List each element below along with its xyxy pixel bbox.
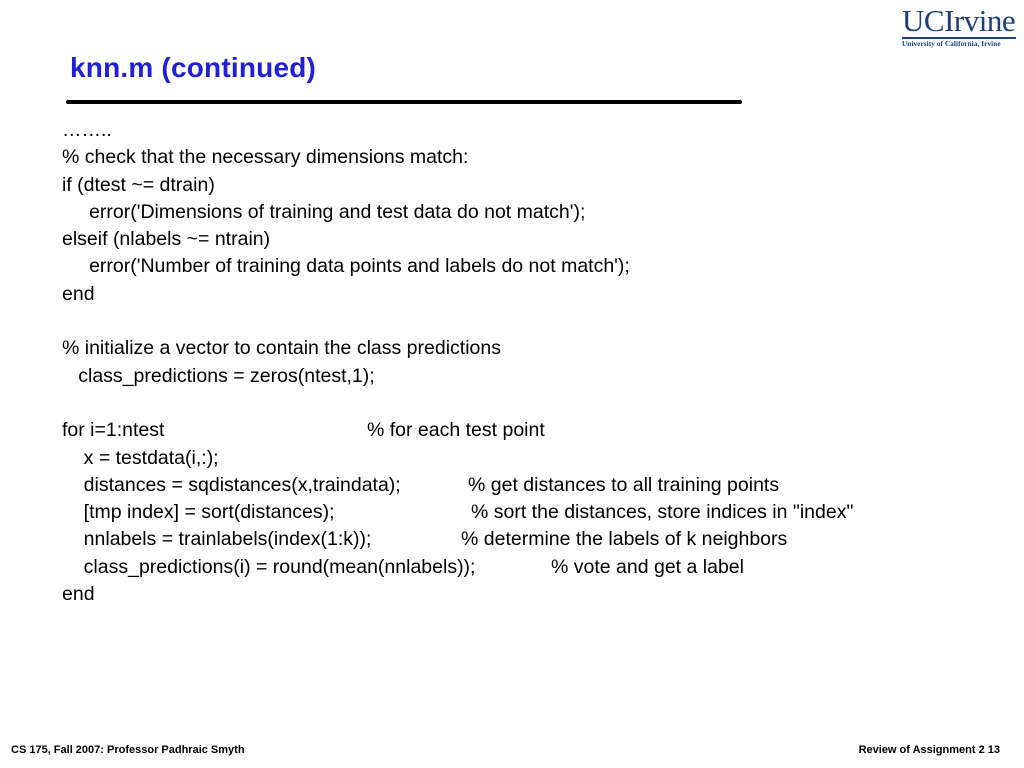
code-line <box>62 199 1002 226</box>
code-comment: % get distances to all training points <box>468 473 780 496</box>
code-line <box>62 144 1002 171</box>
code-line <box>62 281 1002 308</box>
code-comment: % vote and get a label <box>551 555 744 578</box>
code-text: if (dtest ~= dtrain) <box>62 173 215 196</box>
title-underline <box>66 100 742 104</box>
code-line <box>62 445 1002 472</box>
code-text: …….. <box>62 119 112 141</box>
uci-logo <box>902 3 1016 48</box>
code-line <box>62 499 1002 526</box>
code-block <box>62 117 1002 608</box>
code-line <box>62 253 1002 280</box>
code-text: % initialize a vector to contain the class predictions <box>62 337 501 360</box>
footer-slide-number: Review of Assignment 2 13 <box>858 744 1000 756</box>
code-text: x = testdata(i,:); <box>62 446 219 469</box>
code-line <box>62 390 1002 417</box>
code-text: class_predictions = zeros(ntest,1); <box>62 364 375 387</box>
code-line <box>62 554 1002 581</box>
code-line <box>62 226 1002 253</box>
logo-subtitle: University of California, Irvine <box>902 37 1016 48</box>
code-line <box>62 417 1002 444</box>
code-text: error('Number of training data points and labels do not match'); <box>62 255 630 278</box>
code-line <box>62 335 1002 362</box>
code-text: end <box>62 583 95 606</box>
code-text: distances = sqdistances(x,traindata); <box>62 473 401 496</box>
code-text: elseif (nlabels ~= ntrain) <box>62 228 271 251</box>
code-text: end <box>62 282 95 305</box>
code-line <box>62 526 1002 553</box>
code-text: error('Dimensions of training and test data do not match'); <box>62 200 586 223</box>
code-text: nnlabels = trainlabels(index(1:k)); <box>62 528 372 551</box>
logo-wordmark: UCIrvine <box>902 3 1016 38</box>
code-comment: % for each test point <box>367 419 545 442</box>
code-line <box>62 172 1002 199</box>
code-comment: % sort the distances, store indices in "index" <box>471 501 854 524</box>
code-comment: % determine the labels of k neighbors <box>461 528 788 551</box>
code-text: [tmp index] = sort(distances); <box>62 501 335 524</box>
code-line <box>62 581 1002 608</box>
footer-course: CS 175, Fall 2007: Professor Padhraic Smyth <box>11 744 245 756</box>
code-text: % check that the necessary dimensions match: <box>62 146 469 169</box>
code-line <box>62 308 1002 335</box>
code-line <box>62 363 1002 390</box>
slide-title: knn.m (continued) <box>70 52 317 83</box>
code-line <box>62 117 1002 144</box>
code-text: class_predictions(i) = round(mean(nnlabels)); <box>62 555 476 578</box>
code-text: for i=1:ntest <box>62 419 165 442</box>
code-line <box>62 472 1002 499</box>
